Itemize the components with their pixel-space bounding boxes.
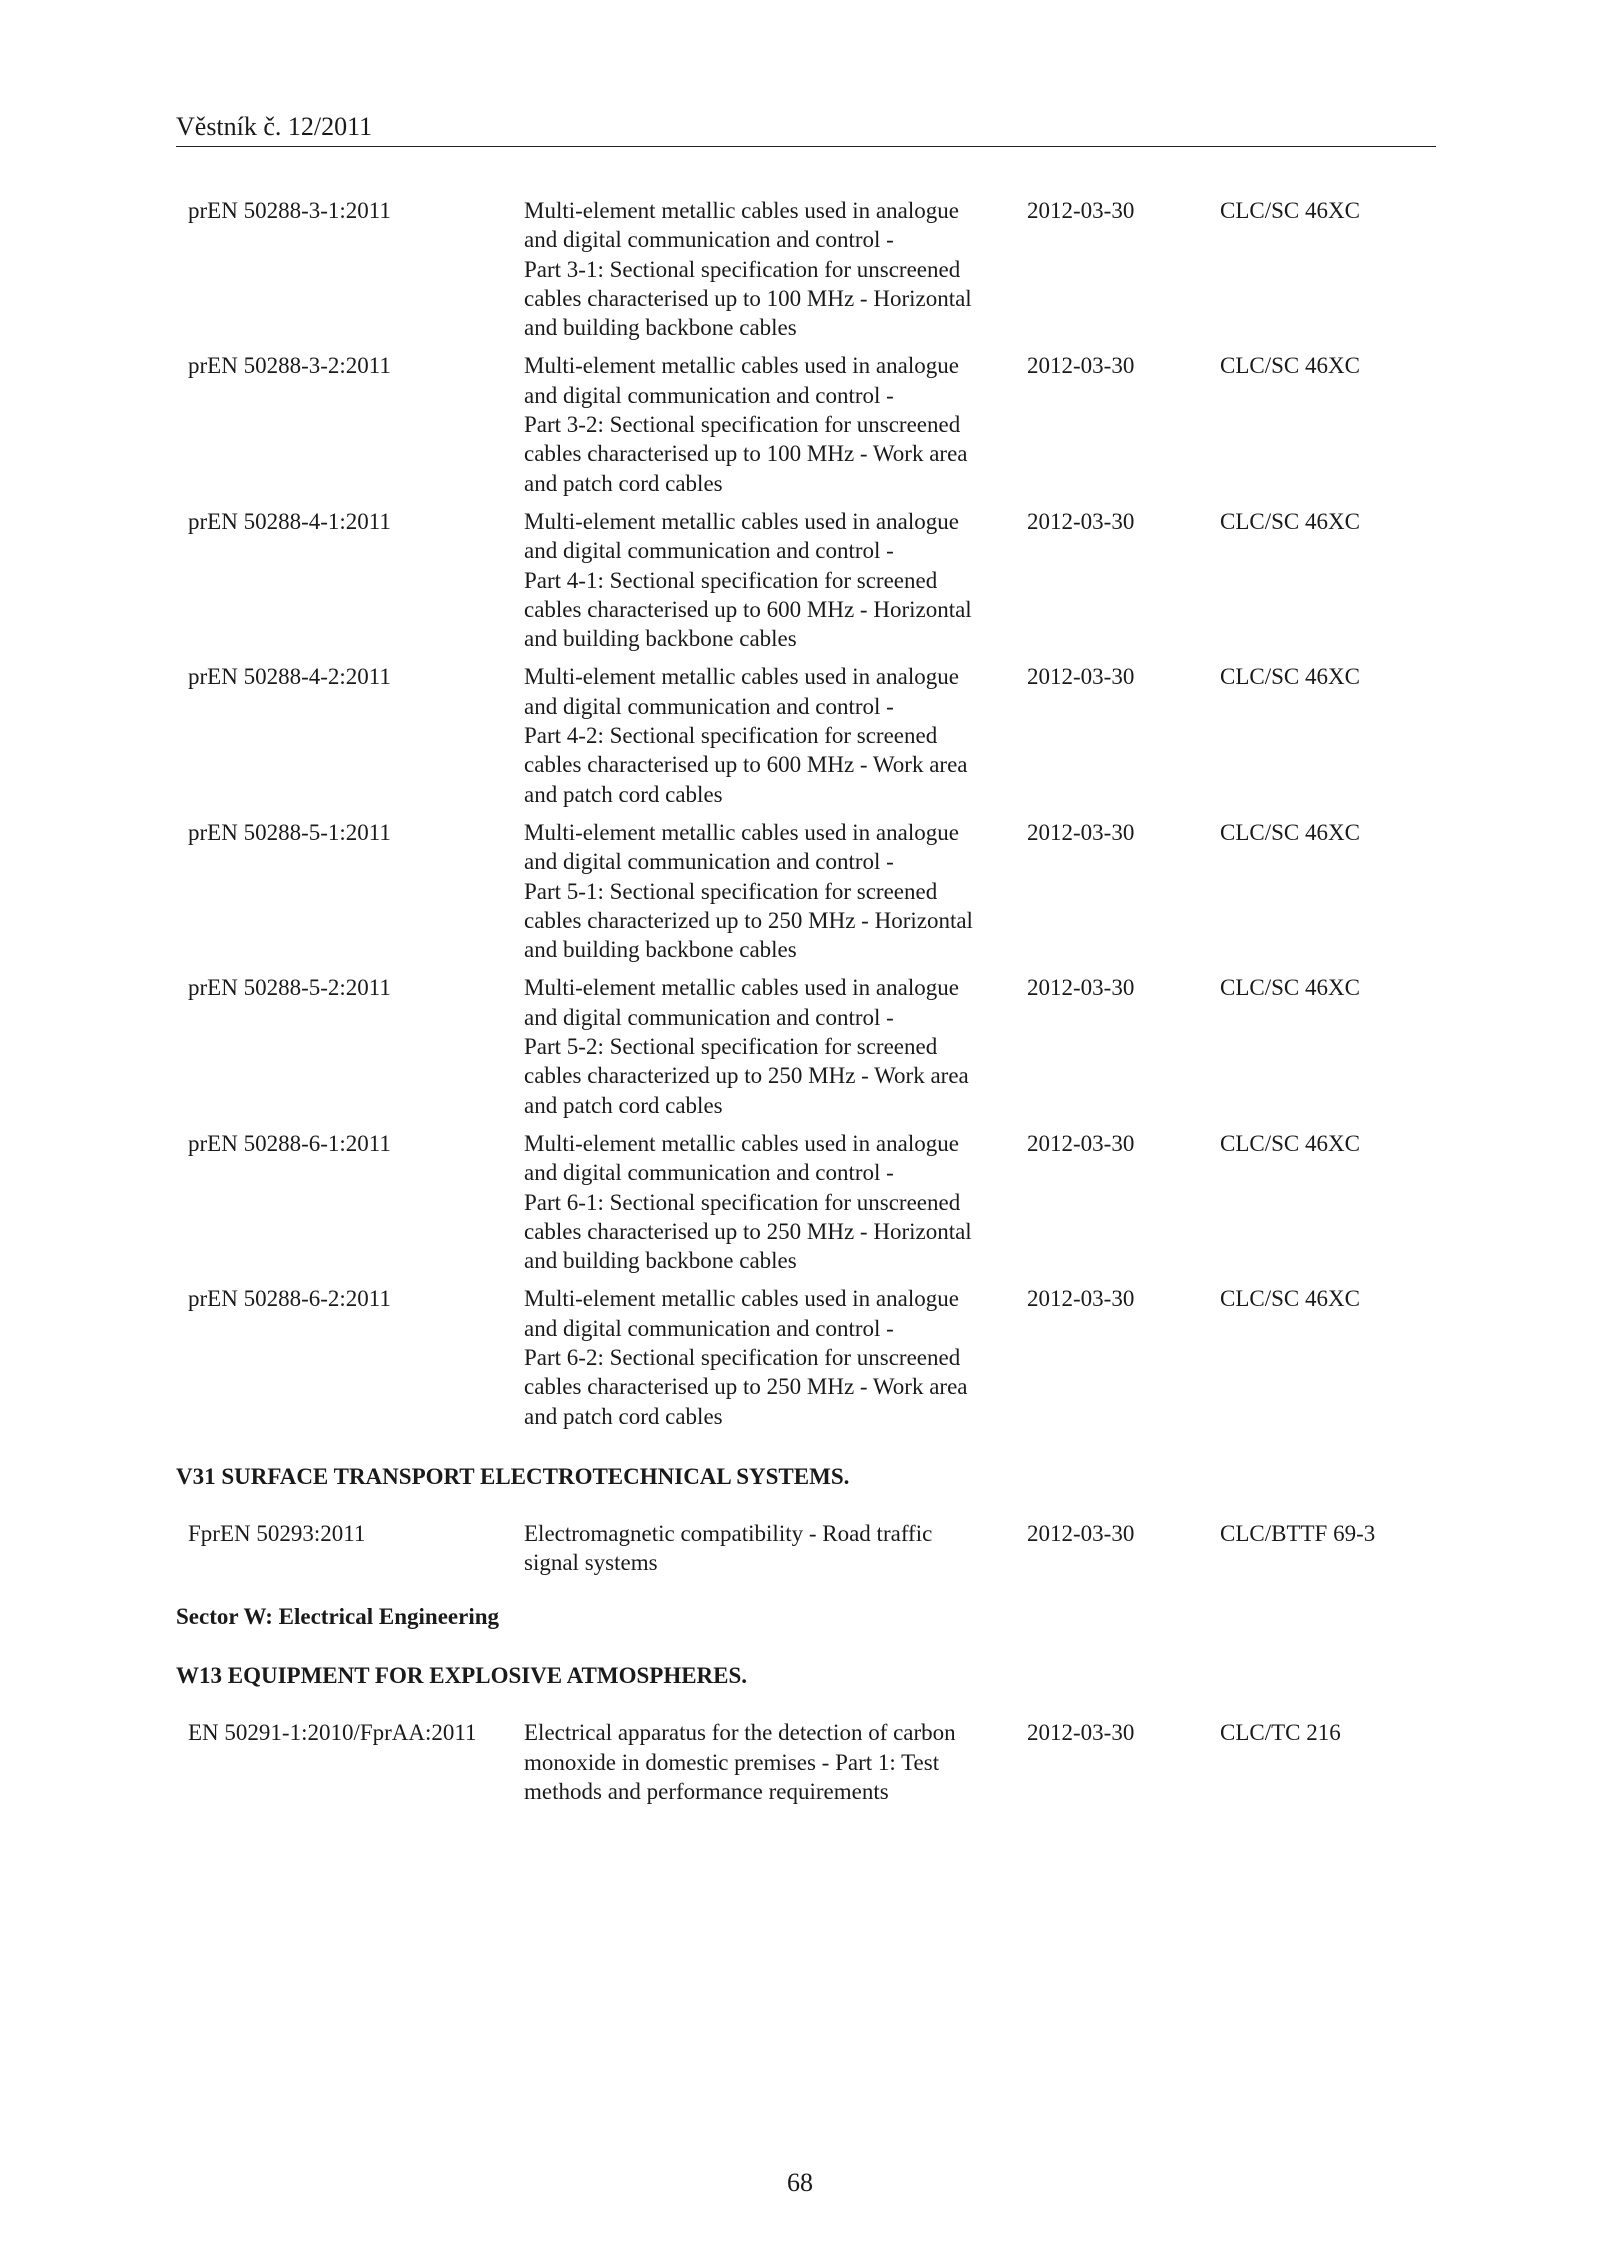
title-line: and digital communication and control -	[524, 849, 894, 875]
table-row	[176, 818, 1436, 964]
standard-title	[524, 662, 1027, 808]
title-line: cables characterized up to 250 MHz - Horizontal	[524, 907, 973, 933]
title-line: and patch cord cables	[524, 1403, 723, 1429]
title-line: cables characterised up to 600 MHz - Horizontal	[524, 596, 972, 622]
title-line: and building backbone cables	[524, 315, 797, 341]
technical-committee: CLC/SC 46XC	[1220, 664, 1360, 690]
table-row	[176, 662, 1436, 808]
title-line: signal systems	[524, 1550, 658, 1576]
standard-title	[524, 1718, 1027, 1806]
technical-committee: CLC/SC 46XC	[1220, 353, 1360, 379]
title-line: Part 5-1: Sectional specification for screened	[524, 878, 938, 904]
deadline-date: 2012-03-30	[1027, 508, 1135, 534]
table-row	[176, 507, 1436, 653]
standard-code: FprEN 50293:2011	[188, 1520, 366, 1546]
title-line: Multi-element metallic cables used in analogue	[524, 198, 959, 223]
standard-code: prEN 50288-5-1:2011	[188, 819, 391, 845]
title-line: Part 3-1: Sectional specification for unscreened	[524, 256, 961, 282]
technical-committee: CLC/SC 46XC	[1220, 508, 1360, 534]
page-number: 68	[787, 2168, 813, 2197]
table-row	[176, 1718, 1436, 1806]
standard-title	[524, 1129, 1027, 1275]
title-line: Multi-element metallic cables used in analogue	[524, 664, 959, 690]
section-heading-v31: V31 SURFACE TRANSPORT ELECTROTECHNICAL SYSTEMS.	[176, 1463, 850, 1489]
title-line: Multi-element metallic cables used in analogue	[524, 353, 959, 379]
technical-committee: CLC/SC 46XC	[1220, 819, 1360, 845]
deadline-date: 2012-03-30	[1027, 664, 1135, 690]
technical-committee: CLC/SC 46XC	[1220, 1130, 1360, 1156]
title-line: and patch cord cables	[524, 1092, 723, 1118]
title-line: and digital communication and control -	[524, 693, 894, 719]
table-row	[176, 1129, 1436, 1275]
standard-code: prEN 50288-4-1:2011	[188, 508, 391, 534]
title-line: Part 6-2: Sectional specification for unscreened	[524, 1344, 961, 1370]
standards-table-w13	[176, 1718, 1436, 1806]
journal-title: Věstník č. 12/2011	[176, 112, 373, 141]
title-line: cables characterised up to 600 MHz - Work area	[524, 752, 968, 778]
title-line: Part 5-2: Sectional specification for screened	[524, 1034, 938, 1060]
technical-committee: CLC/SC 46XC	[1220, 198, 1360, 223]
deadline-date: 2012-03-30	[1027, 1720, 1135, 1746]
standard-code: prEN 50288-3-1:2011	[188, 198, 391, 223]
standard-code: prEN 50288-6-2:2011	[188, 1286, 391, 1312]
section-heading-w13: W13 EQUIPMENT FOR EXPLOSIVE ATMOSPHERES.	[176, 1663, 748, 1689]
table-row	[176, 351, 1436, 497]
title-line: Multi-element metallic cables used in analogue	[524, 1130, 959, 1156]
standard-code: prEN 50288-5-2:2011	[188, 975, 391, 1001]
deadline-date: 2012-03-30	[1027, 198, 1135, 223]
title-line: and patch cord cables	[524, 470, 723, 496]
title-line: and digital communication and control -	[524, 382, 894, 408]
standard-title	[524, 196, 1027, 342]
standard-title	[524, 351, 1027, 497]
title-line: cables characterised up to 100 MHz - Horizontal	[524, 285, 972, 311]
title-line: Electrical apparatus for the detection of carbon	[524, 1720, 956, 1746]
title-line: Multi-element metallic cables used in analogue	[524, 1286, 959, 1312]
technical-committee: CLC/TC 216	[1220, 1720, 1341, 1746]
standard-title	[524, 1284, 1027, 1430]
title-line: Part 3-2: Sectional specification for unscreened	[524, 412, 961, 438]
title-line: and digital communication and control -	[524, 1315, 894, 1341]
title-line: and digital communication and control -	[524, 1004, 894, 1030]
deadline-date: 2012-03-30	[1027, 1286, 1135, 1312]
title-line: and digital communication and control -	[524, 227, 894, 253]
title-line: and digital communication and control -	[524, 1160, 894, 1186]
table-row	[176, 1519, 1436, 1578]
standards-table-v31	[176, 1519, 1436, 1578]
title-line: and building backbone cables	[524, 626, 797, 652]
title-line: cables characterised up to 250 MHz - Work area	[524, 1374, 968, 1400]
title-line: Multi-element metallic cables used in analogue	[524, 975, 959, 1001]
sector-heading-w: Sector W: Electrical Engineering	[176, 1604, 500, 1630]
table-row	[176, 196, 1436, 342]
deadline-date: 2012-03-30	[1027, 975, 1135, 1001]
title-line: Electromagnetic compatibility - Road traffic	[524, 1520, 933, 1546]
deadline-date: 2012-03-30	[1027, 353, 1135, 379]
technical-committee: CLC/BTTF 69-3	[1220, 1520, 1376, 1546]
title-line: methods and performance requirements	[524, 1779, 889, 1805]
deadline-date: 2012-03-30	[1027, 1130, 1135, 1156]
standard-title	[524, 973, 1027, 1119]
standards-table-v	[176, 196, 1436, 1431]
standard-title	[524, 1519, 1027, 1578]
standard-code: EN 50291-1:2010/FprAA:2011	[188, 1720, 477, 1746]
technical-committee: CLC/SC 46XC	[1220, 1286, 1360, 1312]
technical-committee: CLC/SC 46XC	[1220, 975, 1360, 1001]
standard-code: prEN 50288-3-2:2011	[188, 353, 391, 379]
title-line: Multi-element metallic cables used in analogue	[524, 819, 959, 845]
title-line: and building backbone cables	[524, 937, 797, 963]
table-row	[176, 1284, 1436, 1430]
deadline-date: 2012-03-30	[1027, 819, 1135, 845]
title-line: and patch cord cables	[524, 781, 723, 807]
standard-code: prEN 50288-4-2:2011	[188, 664, 391, 690]
title-line: Part 4-1: Sectional specification for screened	[524, 567, 938, 593]
title-line: and building backbone cables	[524, 1248, 797, 1274]
page-content	[176, 196, 1436, 1806]
page-header	[176, 112, 1436, 147]
title-line: Part 6-1: Sectional specification for unscreened	[524, 1189, 961, 1215]
title-line: cables characterized up to 250 MHz - Work area	[524, 1063, 969, 1089]
title-line: cables characterised up to 250 MHz - Horizontal	[524, 1218, 972, 1244]
deadline-date: 2012-03-30	[1027, 1520, 1135, 1546]
title-line: Part 4-2: Sectional specification for screened	[524, 723, 938, 749]
title-line: and digital communication and control -	[524, 538, 894, 564]
standard-title	[524, 507, 1027, 653]
title-line: monoxide in domestic premises - Part 1: Test	[524, 1749, 940, 1775]
standard-code: prEN 50288-6-1:2011	[188, 1130, 391, 1156]
table-row	[176, 973, 1436, 1119]
title-line: Multi-element metallic cables used in analogue	[524, 508, 959, 534]
standard-title	[524, 818, 1027, 964]
title-line: cables characterised up to 100 MHz - Work area	[524, 441, 968, 467]
